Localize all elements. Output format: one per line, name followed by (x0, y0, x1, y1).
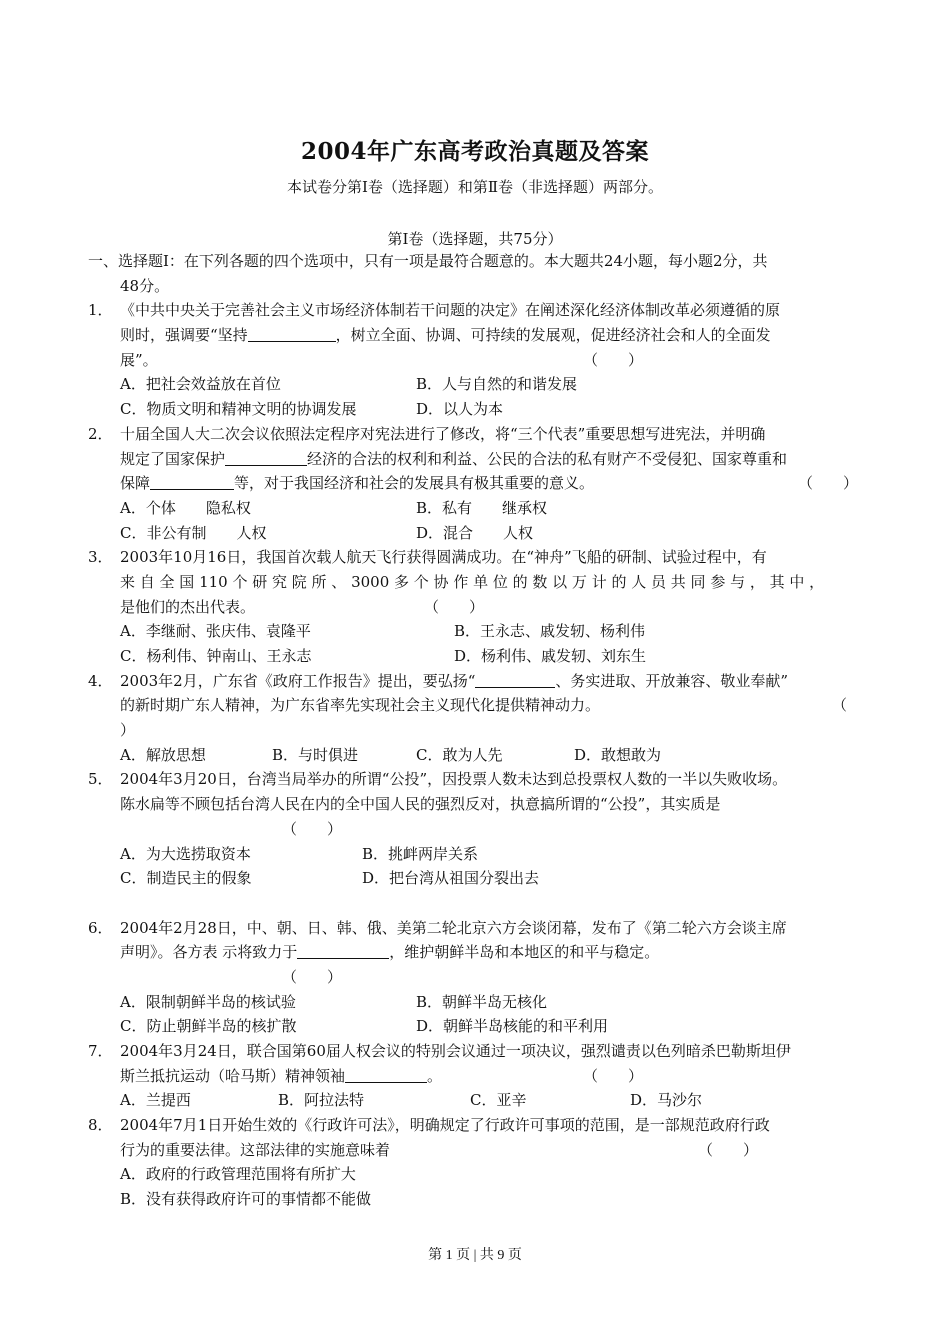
page-footer: 第 1 页 | 共 9 页 (428, 1248, 522, 1263)
answer-blank (297, 943, 389, 959)
question-text: 保障 (120, 474, 151, 493)
option-d: D．朝鲜半岛核能的和平利用 (416, 1017, 609, 1036)
question-1-line (88, 323, 878, 348)
instruction-line (88, 274, 878, 299)
question-text: 。 (427, 1066, 443, 1085)
question-text: 行为的重要法律。这部法律的实施意味着 (120, 1140, 391, 1159)
option-c: C．非公有制 人权 (120, 523, 267, 542)
question-5-line (88, 767, 878, 792)
option-b: B．挑衅两岸关系 (362, 844, 479, 863)
option-row (88, 743, 878, 768)
question-text: 则时，强调要“坚持 (120, 326, 248, 345)
answer-blank (248, 326, 336, 342)
option-d: D．敢想敢为 (574, 745, 662, 764)
answer-paren: （ ） (424, 597, 485, 616)
answer-blank (345, 1067, 427, 1083)
question-text: 2004年3月24日，联合国第60届人权会议的特别会议通过一项决议，强烈谴责以色列暗杀巴勒斯坦伊 (120, 1042, 791, 1060)
answer-paren-open: （ (832, 696, 848, 715)
question-text: 声明》。各方表 示将致力于 (120, 943, 298, 962)
answer-paren: （ ） (798, 474, 859, 493)
answer-blank (475, 672, 555, 688)
question-text: 《中共中央关于完善社会主义市场经济体制若干问题的决定》在阐述深化经济体制改革必须遵循的原 (120, 301, 781, 320)
question-text: 、务实进取、开放兼容、敬业奉献” (555, 671, 789, 690)
option-b: B．阿拉法特 (278, 1091, 365, 1110)
option-row (88, 1088, 878, 1113)
question-text: ，维护朝鲜半岛和本地区的和平与稳定。 (389, 943, 660, 962)
option-b: B．与时俱进 (272, 745, 359, 764)
subtitle: 本试卷分第Ⅰ卷（选择题）和第Ⅱ卷（非选择题）两部分。 (286, 178, 664, 196)
question-text: 2004年3月20日，台湾当局举办的所谓“公投”，因投票人数未达到总投票权人数的一半以失败收场。 (120, 770, 788, 789)
question-2-line (88, 422, 878, 447)
question-5-line (88, 817, 878, 842)
option-c: C．杨利伟、钟南山、王永志 (120, 647, 312, 665)
option-a: A．个体 隐私权 (120, 498, 251, 517)
option-a: A．李继耐、张庆伟、袁隆平 (120, 622, 311, 641)
question-8-line (88, 1138, 878, 1163)
answer-paren: （ ） (282, 967, 343, 986)
question-2-line (88, 471, 878, 496)
question-7-line (88, 1039, 878, 1064)
option-row (88, 619, 878, 644)
question-text: 展”。 (120, 350, 158, 369)
answer-blank (150, 474, 234, 490)
answer-blank (225, 450, 307, 466)
question-4-line (88, 718, 878, 743)
option-row (88, 372, 878, 397)
option-row (88, 1014, 878, 1039)
option-row (88, 1162, 878, 1187)
question-3-line (88, 570, 878, 595)
question-number: 3． (88, 548, 113, 567)
option-a: A．为大选捞取资本 (120, 844, 251, 863)
option-row (88, 990, 878, 1015)
option-d: D．混合 人权 (416, 523, 534, 542)
option-row (88, 496, 878, 521)
instruction-text: 一、选择题Ⅰ：在下列各题的四个选项中，只有一项是最符合题意的。本大题共24小题，每小题2分，共 (88, 252, 768, 270)
option-c: C．敢为人先 (416, 745, 503, 764)
option-a: A．政府的行政管理范围将有所扩大 (120, 1165, 356, 1184)
question-text: 是他们的杰出代表。 (120, 597, 256, 616)
question-text: 十届全国人大二次会议依照法定程序对宪法进行了修改，将“三个代表”重要思想写进宪法，并明确 (120, 424, 766, 443)
option-a: A．解放思想 (120, 745, 206, 764)
option-b: B．王永志、戚发轫、杨利伟 (454, 622, 646, 641)
instruction-line (88, 249, 878, 274)
option-row (88, 644, 878, 669)
question-list (88, 249, 878, 1212)
question-3-line (88, 545, 878, 570)
question-text: 2003年2月，广东省《政府工作报告》提出，要弘扬“ (120, 671, 476, 690)
question-2-line (88, 447, 878, 472)
option-c: C．物质文明和精神文明的协调发展 (120, 400, 357, 419)
option-d: D．把台湾从祖国分裂出去 (362, 869, 540, 888)
section-title: 第Ⅰ卷（选择题，共75分） (387, 230, 563, 248)
question-text: 规定了国家保护 (120, 449, 226, 468)
question-8-line (88, 1113, 878, 1138)
question-number: 1． (88, 301, 113, 320)
option-b: B．没有获得政府许可的事情都不能做 (120, 1190, 372, 1209)
question-text: 来 自 全 国 110 个 研 究 院 所 、 3000 多 个 协 作 单 位 的 数 以 万 计 的 人 员 共 同 参 与 ， 其 中 ， (120, 572, 825, 591)
question-5-line (88, 792, 878, 817)
option-a: A．把社会效益放在首位 (120, 375, 281, 394)
question-number: 2． (88, 424, 113, 443)
answer-paren: （ ） (583, 350, 644, 369)
question-text: 斯兰抵抗运动（哈马斯）精神领袖 (120, 1066, 346, 1085)
option-c: C．防止朝鲜半岛的核扩散 (120, 1017, 297, 1036)
question-6-line (88, 940, 878, 965)
option-row (88, 866, 878, 891)
answer-paren: （ ） (698, 1140, 759, 1159)
question-1-line (88, 348, 878, 373)
option-row (88, 521, 878, 546)
option-a: A．限制朝鲜半岛的核试验 (120, 992, 296, 1011)
question-text: 的新时期广东人精神，为广东省率先实现社会主义现代化提供精神动力。 (120, 696, 601, 715)
option-row (88, 397, 878, 422)
question-text: 经济的合法的权利和利益、公民的合法的私有财产不受侵犯、国家尊重和 (307, 449, 788, 468)
question-number: 4． (88, 671, 113, 690)
question-4-line (88, 693, 878, 718)
option-d: D．以人为本 (416, 400, 504, 419)
option-c: C．亚辛 (470, 1091, 527, 1110)
question-text: 2004年7月1日开始生效的《行政许可法》，明确规定了行政许可事项的范围，是一部规范政府行政 (120, 1116, 770, 1135)
question-number: 6． (88, 918, 113, 937)
question-text: 等，对于我国经济和社会的发展具有极其重要的意义。 (234, 474, 595, 493)
question-1-line (88, 298, 878, 323)
question-7-line (88, 1064, 878, 1089)
option-b: B．私有 继承权 (416, 498, 548, 517)
question-text: ，树立全面、协调、可持续的发展观，促进经济社会和人的全面发 (335, 326, 771, 345)
option-a: A．兰提西 (120, 1091, 191, 1110)
question-number: 8． (88, 1116, 113, 1135)
question-6-line (88, 965, 878, 990)
answer-paren: （ ） (282, 819, 343, 838)
option-b: B．人与自然的和谐发展 (416, 375, 578, 394)
question-number: 5． (88, 770, 113, 789)
question-4-line (88, 669, 878, 694)
option-row (88, 1187, 878, 1212)
option-row (88, 842, 878, 867)
spacer (88, 891, 878, 916)
option-d: D．杨利伟、戚发轫、刘东生 (454, 647, 647, 665)
page-title: 2004年广东高考政治真题及答案 (300, 138, 649, 165)
answer-paren: （ ） (583, 1066, 644, 1085)
option-b: B．朝鲜半岛无核化 (416, 992, 548, 1011)
option-c: C．制造民主的假象 (120, 869, 252, 888)
question-text: 2003年10月16日，我国首次载人航天飞行获得圆满成功。在“神舟”飞船的研制、试验过程中，有 (120, 548, 767, 567)
answer-paren-close: ） (120, 721, 136, 740)
question-6-line (88, 916, 878, 941)
question-number: 7． (88, 1042, 113, 1060)
instruction-text: 48分。 (120, 276, 170, 295)
option-d: D．马沙尔 (630, 1091, 703, 1110)
question-text: 陈水扁等不顾包括台湾人民在内的全中国人民的强烈反对，执意搞所谓的“公投”，其实质是 (120, 795, 721, 814)
question-3-line (88, 595, 878, 620)
question-text: 2004年2月28日，中、朝、日、韩、俄、美第二轮北京六方会谈闭幕，发布了《第二轮六方会谈主席 (120, 918, 787, 937)
